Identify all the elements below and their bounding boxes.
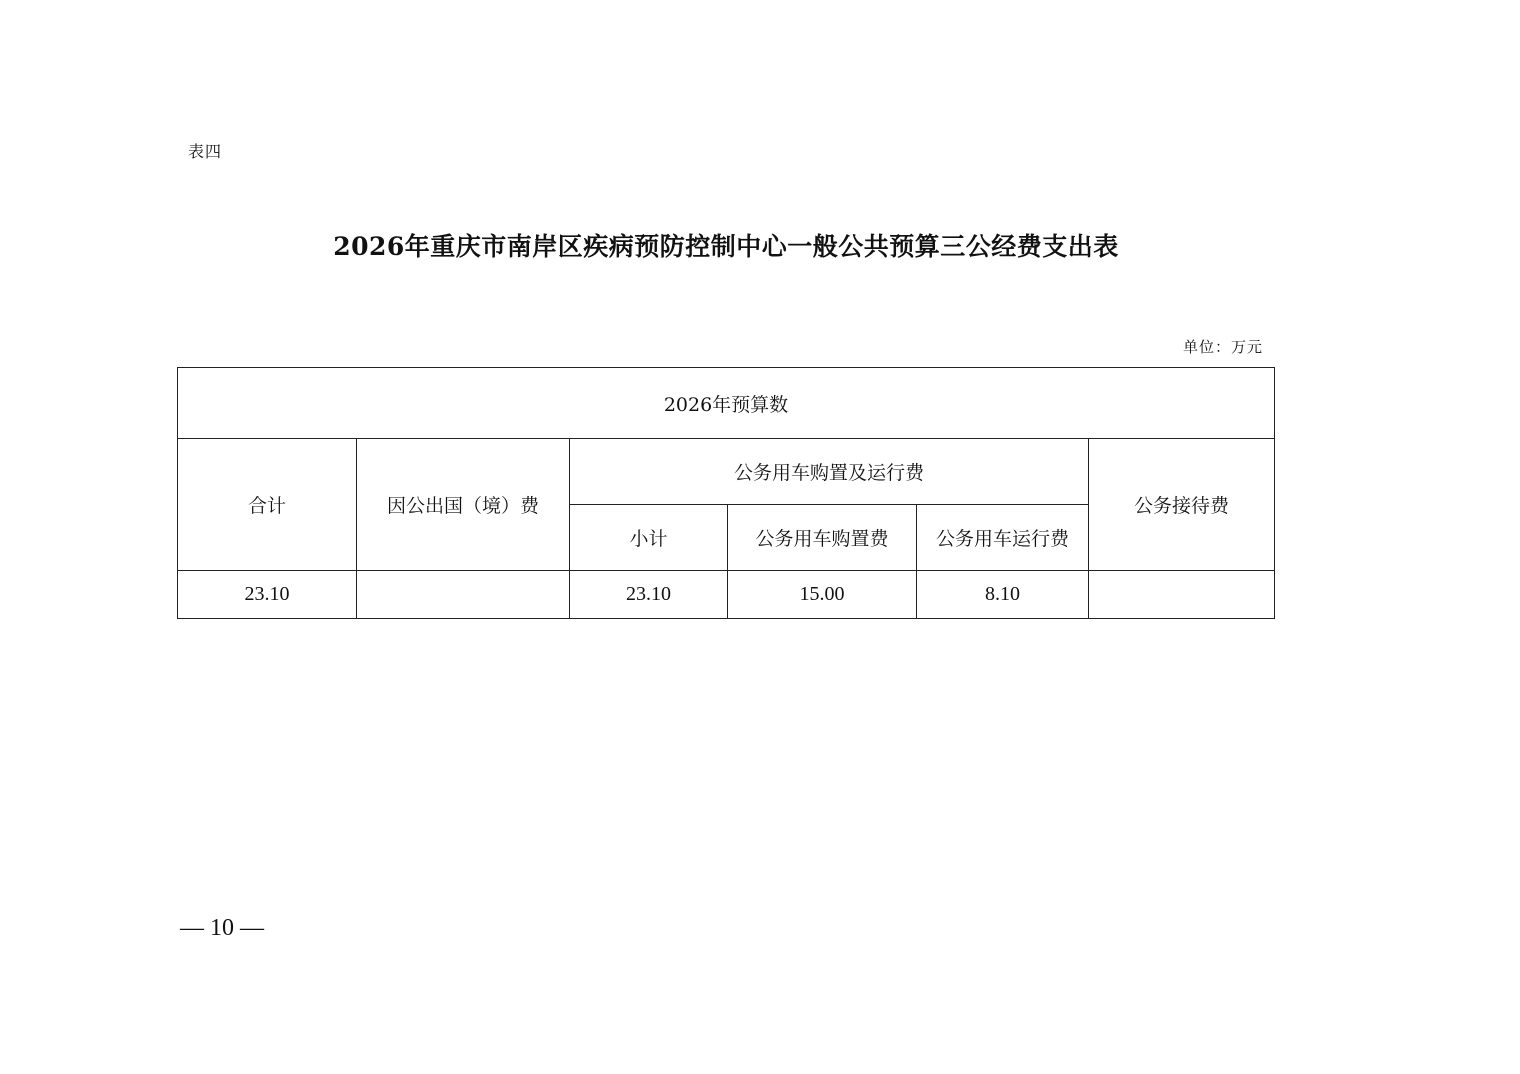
unit-note: 单位：万元 <box>1182 338 1263 356</box>
value-reception <box>1089 571 1275 619</box>
value-vehicle-subtotal: 23.10 <box>570 571 728 619</box>
page-number: — 10 — <box>180 915 264 941</box>
header-reception: 公务接待费 <box>1089 439 1275 571</box>
document-title: 2026年重庆市南岸区疾病预防控制中心一般公共预算三公经费支出表 <box>333 232 1119 261</box>
header-vehicle-group: 公务用车购置及运行费 <box>570 439 1089 505</box>
value-total: 23.10 <box>178 571 357 619</box>
value-vehicle-purchase: 15.00 <box>728 571 917 619</box>
budget-table <box>177 367 1275 619</box>
header-row-categories <box>178 439 1275 505</box>
header-vehicle-subtotal: 小计 <box>570 505 728 571</box>
header-row-year <box>178 368 1275 439</box>
table-label: 表四 <box>188 142 223 161</box>
header-vehicle-operation: 公务用车运行费 <box>917 505 1089 571</box>
header-total: 合计 <box>178 439 357 571</box>
header-vehicle-purchase: 公务用车购置费 <box>728 505 917 571</box>
table-row <box>178 571 1275 619</box>
header-overseas: 因公出国（境）费 <box>357 439 570 571</box>
budget-year-header: 2026年预算数 <box>178 368 1275 439</box>
value-vehicle-operation: 8.10 <box>917 571 1089 619</box>
value-overseas <box>357 571 570 619</box>
